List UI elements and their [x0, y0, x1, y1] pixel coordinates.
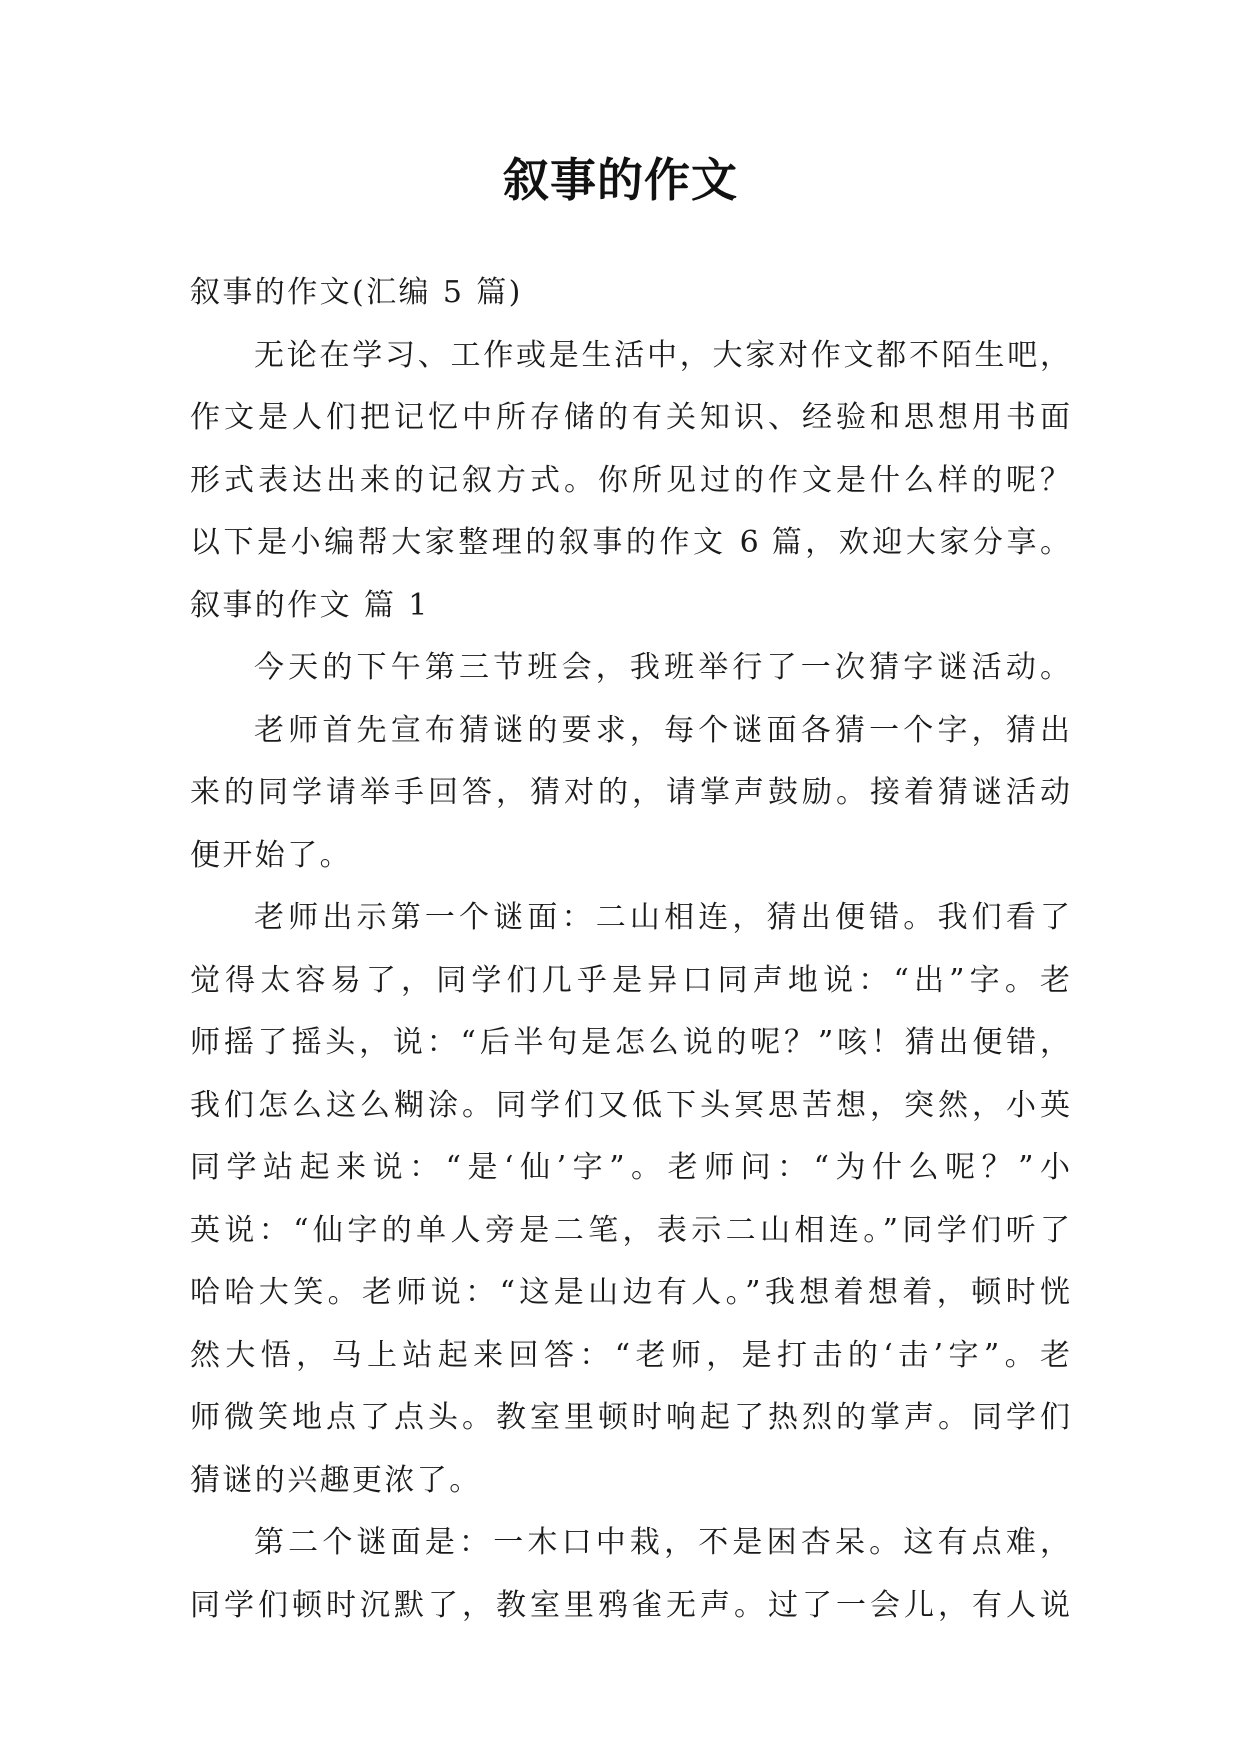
text-line: 然大悟，马上站起来回答：“老师，是打击的‘击’字”。老: [190, 1337, 1070, 1373]
text-line: 我们怎么这么糊涂。同学们又低下头冥思苦想，突然，小英: [190, 1087, 1070, 1123]
text-line: 英说：“仙字的单人旁是二笔，表示二山相连。”同学们听了: [190, 1212, 1070, 1248]
text-line: 师微笑地点了点头。教室里顿时响起了热烈的掌声。同学们: [190, 1400, 1070, 1435]
document-title: 叙事的作文: [503, 153, 738, 207]
text-line: 无论在学习、工作或是生活中，大家对作文都不陌生吧，: [254, 337, 1070, 373]
text-line: 叙事的作文 篇 1: [190, 587, 430, 623]
text-line: 来的同学请举手回答，猜对的，请掌声鼓励。接着猜谜活动: [190, 775, 1070, 810]
text-line: 老师出示第一个谜面：二山相连，猜出便错。我们看了: [254, 900, 1070, 935]
text-line: 以下是小编帮大家整理的叙事的作文 6 篇，欢迎大家分享。: [190, 525, 1070, 560]
text-line: 哈哈大笑。老师说：“这是山边有人。”我想着想着，顿时恍: [190, 1275, 1070, 1310]
text-line: 今天的下午第三节班会，我班举行了一次猜字谜活动。: [254, 650, 1070, 685]
text-line: 同学们顿时沉默了，教室里鸦雀无声。过了一会儿，有人说: [190, 1587, 1070, 1623]
text-line: 师摇了摇头，说：“后半句是怎么说的呢？”咳！猜出便错，: [190, 1025, 1070, 1060]
text-line: 觉得太容易了，同学们几乎是异口同声地说：“出”字。老: [190, 962, 1070, 998]
text-line: 老师首先宣布猜谜的要求，每个谜面各猜一个字，猜出: [254, 712, 1070, 748]
document-body: [190, 262, 1070, 1637]
text-line: 作文是人们把记忆中所存储的有关知识、经验和思想用书面: [190, 400, 1070, 435]
text-line: 叙事的作文(汇编 5 篇): [190, 275, 523, 310]
text-line: 第二个谜面是：一木口中栽，不是困杏呆。这有点难，: [254, 1525, 1070, 1560]
text-line: 猜谜的兴趣更浓了。: [190, 1462, 482, 1498]
text-line: 同学站起来说：“是‘仙’字”。老师问：“为什么呢？”小: [190, 1150, 1070, 1185]
text-line: 便开始了。: [190, 837, 352, 873]
text-line: 形式表达出来的记叙方式。你所见过的作文是什么样的呢？: [190, 462, 1070, 498]
